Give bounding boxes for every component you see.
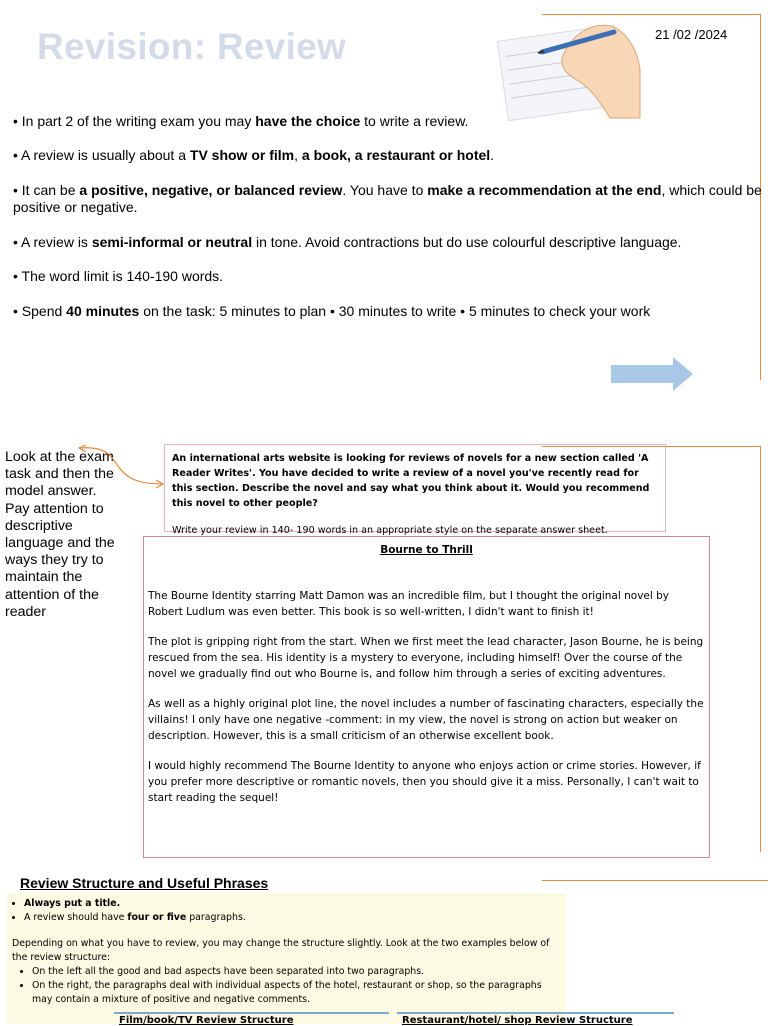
bullet-item: • A review is semi-informal or neutral in tone. Avoid contractions but do use colourful descriptive language.	[13, 234, 682, 250]
bullet-item: • It can be a positive, negative, or balanced review. You have to make a recommendation at the end, which could be positive or negative.	[13, 182, 762, 215]
table-top-border	[397, 1012, 674, 1014]
right-arrow-icon	[611, 356, 695, 392]
curved-arrow-icon	[76, 444, 168, 490]
model-answer-box	[143, 536, 710, 858]
bullet-item: • Spend 40 minutes on the task: 5 minutes to plan • 30 minutes to write • 5 minutes to check your work	[13, 303, 651, 319]
model-paragraph: The plot is gripping right from the start. When we first meet the lead character, Jason Bourne, he is being rescued from the sea. His identity is a mystery to everyone, including himself! Over the course of the novel we gradually find out who Bourne is, and follow him through a series of exciting adventures.	[148, 636, 704, 680]
date-label: 21 /02 /2024	[655, 27, 728, 42]
rule-item: • Always put a title.	[24, 897, 560, 911]
bullet-item: • A review is usually about a TV show or film, a book, a restaurant or hotel.	[13, 147, 495, 163]
model-answer-title: Bourne to Thrill	[380, 544, 473, 556]
structure-intro: Depending on what you have to review, you may change the structure slightly. Look at the two examples below of the review structure:	[12, 938, 550, 963]
decorative-rule	[542, 880, 768, 881]
task-instruction: Write your review in 140- 190 words in an appropriate style on the separate answer sheet.	[172, 525, 608, 536]
task-description: An international arts website is looking for reviews of novels for a new section called 'A Reader Writes'. You have decided to write a review of a novel you've recently read for this section. Describe the novel and say what you think about it. Would you recommend this novel to other people?	[172, 453, 650, 509]
rule-item: • A review should have four or five paragraphs.	[24, 911, 560, 925]
exam-task-box	[164, 444, 666, 536]
instruction-note: Look at the exam task and then the model answer. Pay attention to descriptive language and the ways they try to maintain the attention of the reader	[5, 449, 115, 620]
table-title-film: Film/book/TV Review Structure	[119, 1015, 294, 1026]
model-paragraph: I would highly recommend The Bourne Identity to anyone who enjoys action or crime stories. However, if you prefer more descriptive or romantic novels, then you should give it a miss. Personally, I can't wait to start reading the sequel!	[148, 760, 701, 804]
writing-hand-illustration	[492, 18, 642, 122]
example-item: • On the right, the paragraphs deal with individual aspects of the hotel, restaurant or shop, so the paragraphs may contain a mixture of positive and negative comments.	[32, 979, 560, 1007]
section-heading: Review Structure and Useful Phrases	[20, 875, 269, 891]
bullet-item: • In part 2 of the writing exam you may have the choice to write a review.	[13, 113, 469, 129]
bullet-item: • The word limit is 140-190 words.	[13, 268, 224, 284]
example-item: • On the left all the good and bad aspects have been separated into two paragraphs.	[32, 965, 560, 979]
decorative-rule	[760, 446, 761, 852]
structure-notes-box	[7, 893, 565, 1024]
table-top-border	[114, 1012, 389, 1014]
model-paragraph: The Bourne Identity starring Matt Damon was an incredible film, but I thought the original novel by Robert Ludlum was even better. This book is so well-written, I didn't want to finish it!	[148, 590, 670, 618]
table-title-restaurant: Restaurant/hotel/ shop Review Structure	[402, 1015, 633, 1026]
model-paragraph: As well as a highly original plot line, the novel includes a number of fascinating characters, especially the villains! I only have one negative -comment: in my view, the novel is strong on action but weaker on description. However, this is a small criticism of an otherwise excellent book.	[148, 698, 704, 742]
page-title: Revision: Review	[37, 26, 347, 67]
decorative-rule	[542, 14, 760, 15]
